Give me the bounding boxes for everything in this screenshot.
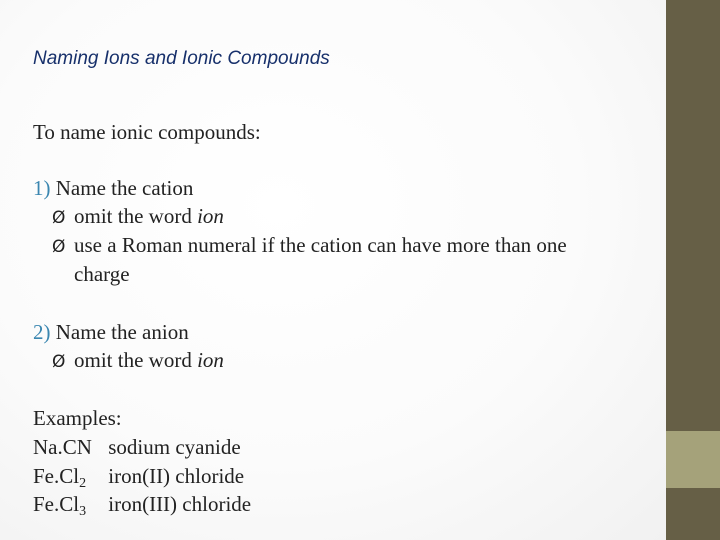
step-1-heading: Name the cation xyxy=(55,176,194,200)
examples-label: Examples: xyxy=(33,406,122,430)
step-1-number: 1) xyxy=(33,176,51,200)
step-1-bullet-2-continuation: charge xyxy=(74,262,130,286)
step-2 xyxy=(33,318,189,346)
formula-subscript: 2 xyxy=(79,476,87,491)
arrow-bullet-icon: Ø xyxy=(52,208,66,228)
step-2-number: 2) xyxy=(33,320,51,344)
sidebar-accent-bar-bottom xyxy=(666,488,720,540)
step-2-heading: Name the anion xyxy=(55,320,189,344)
example-row xyxy=(33,433,241,461)
bullet-italic-word: ion xyxy=(197,348,224,372)
step-2-bullet-1 xyxy=(52,346,224,376)
sidebar-highlight-block xyxy=(666,431,720,488)
step-1 xyxy=(33,174,193,202)
formula-subscript: 3 xyxy=(79,504,87,519)
sidebar-accent-bar xyxy=(666,0,720,431)
example-formula: $Fe.Cl_3$ xyxy=(33,492,87,519)
slide-title: Naming Ions and Ionic Compounds xyxy=(33,48,330,69)
bullet-text: use a Roman numeral if the cation can have more than one xyxy=(74,233,567,257)
bullet-text: omit the word xyxy=(74,204,198,228)
arrow-bullet-icon: Ø xyxy=(52,237,66,257)
example-name: iron(III) chloride xyxy=(108,492,252,516)
example-name: sodium cyanide xyxy=(108,435,241,459)
example-row xyxy=(33,490,251,526)
intro-text: To name ionic compounds: xyxy=(33,120,261,144)
example-formula: Na.CN xyxy=(33,435,92,459)
bullet-text: omit the word xyxy=(74,348,198,372)
arrow-bullet-icon: Ø xyxy=(52,352,66,372)
step-1-bullet-2 xyxy=(52,231,567,261)
example-formula: $Fe.Cl_2$ xyxy=(33,464,87,491)
bullet-italic-word: ion xyxy=(197,204,224,228)
step-1-bullet-1 xyxy=(52,202,224,232)
example-name: iron(II) chloride xyxy=(108,464,245,488)
